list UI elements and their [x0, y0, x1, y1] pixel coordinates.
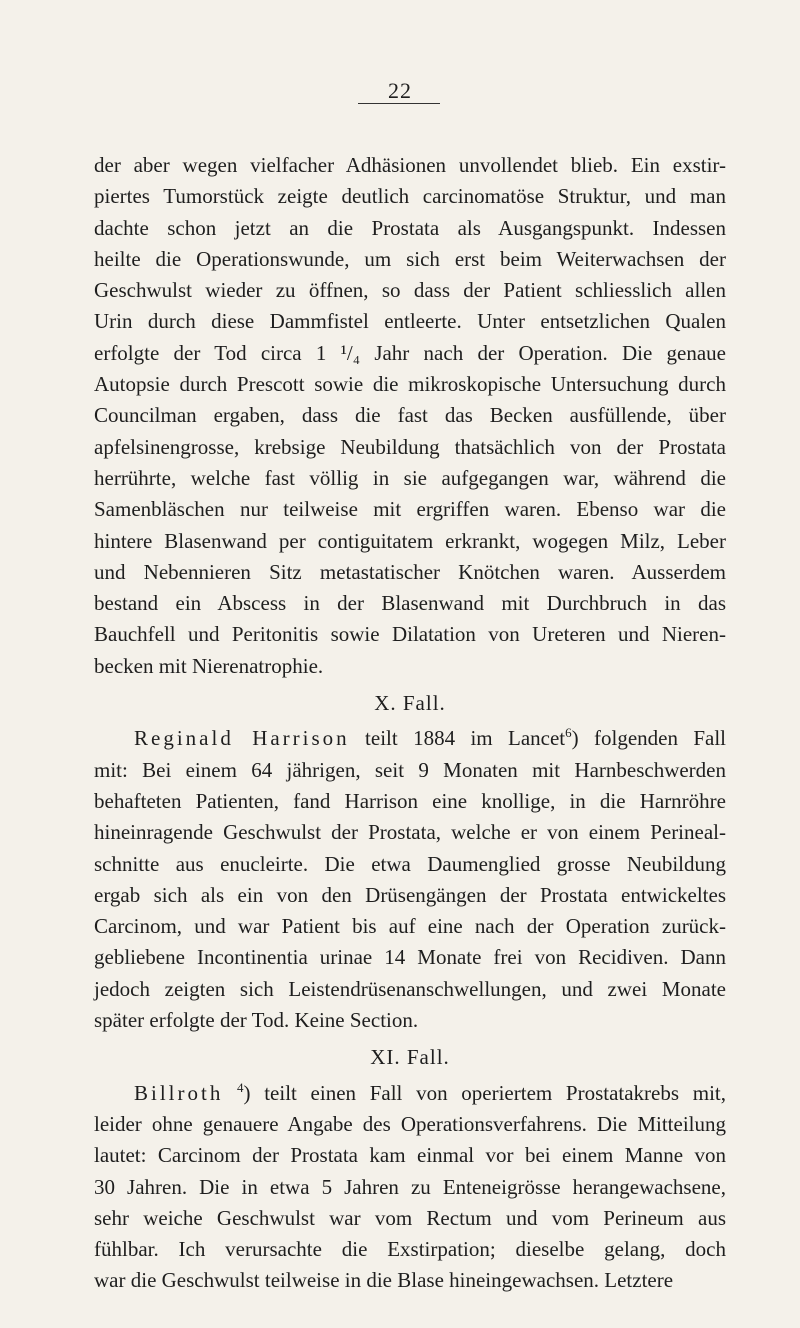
text-line: bestand ein Abscess in der Blasenwand mit Durchbruch in das: [94, 591, 726, 616]
text-line: leider ohne genauere Angabe des Operationsverfahrens. Die Mitteilung: [94, 1111, 726, 1136]
text-line: apfelsinengrosse, krebsige Neubildung thatsächlich von der Prostata: [94, 434, 726, 459]
text-line: der aber wegen vielfacher Adhäsionen unvollendet blieb. Ein exstir-: [94, 153, 726, 177]
paragraph-3: [94, 1078, 726, 1297]
text-line: becken mit Nierenatrophie.: [94, 653, 324, 678]
paragraph-1: [94, 150, 726, 682]
text-line: herrührte, welche fast völlig in sie aufgegangen war, während die: [94, 465, 726, 490]
text-line: Geschwulst wieder zu öffnen, so dass der Patient schliesslich allen: [94, 278, 726, 303]
text-fragment: ) folgenden Fall: [571, 726, 727, 751]
section-heading-x: X. Fall.: [374, 691, 446, 716]
text-line: mit: Bei einem 64 jährigen, seit 9 Monaten mit Harnbeschwerden: [94, 757, 726, 782]
text-line: später erfolgte der Tod. Keine Section.: [94, 1008, 419, 1033]
text-line: Autopsie durch Prescott sowie die mikroskopische Untersuchung durch: [94, 372, 726, 397]
text-line: Urin durch diese Dammfistel entleerte. Unter entsetzlichen Qualen: [94, 309, 726, 334]
text-line: gebliebene Incontinentia urinae 14 Monate frei von Recidiven. Dann: [94, 945, 726, 970]
author-name: Billroth: [134, 1080, 224, 1105]
text-line: behafteten Patienten, fand Harrison eine knollige, in die Harnröhre: [94, 788, 726, 813]
text-line: und Nebennieren Sitz metastatischer Knötchen waren. Ausserdem: [94, 559, 726, 584]
text-line: Carcinom, und war Patient bis auf eine nach der Operation zurück-: [94, 914, 726, 939]
footnote-ref: 4: [237, 1079, 244, 1095]
author-name: Reginald Harrison: [134, 726, 350, 751]
text-line: heilte die Operationswunde, um sich erst beim Weiterwachsen der: [94, 246, 726, 271]
text-line: Bauchfell und Peritonitis sowie Dilatation von Ureteren und Nieren-: [94, 622, 726, 647]
text-line: [94, 723, 726, 754]
text-fragment: teilt 1884 im Lancet: [349, 726, 566, 751]
page-number: 22: [388, 78, 412, 103]
text-line: schnitte aus enucleirte. Die etwa Daumenglied grosse Neubildung: [94, 851, 726, 876]
text-line: 30 Jahren. Die in etwa 5 Jahren zu Enteneigrösse herangewachsene,: [94, 1174, 726, 1199]
text-line: hineinragende Geschwulst der Prostata, welche er von einem Perineal-: [94, 820, 726, 845]
text-line: [94, 1078, 726, 1109]
text-line: piertes Tumorstück zeigte deutlich carcinomatöse Struktur, und man: [94, 184, 726, 209]
text-line: dachte schon jetzt an die Prostata als Ausgangspunkt. Indessen: [94, 215, 726, 240]
body-text: [94, 150, 726, 1297]
section-heading-xi: XI. Fall.: [370, 1045, 450, 1070]
text-line: lautet: Carcinom der Prostata kam einmal vor bei einem Manne von: [94, 1143, 726, 1168]
text-line: ergab sich als ein von den Drüsengängen der Prostata entwickeltes: [94, 882, 726, 907]
text-line: jedoch zeigten sich Leistendrüsenanschwellungen, und zwei Monate: [94, 976, 726, 1001]
text-line: fühlbar. Ich verursachte die Exstirpation; dieselbe gelang, doch: [94, 1237, 726, 1262]
text-line: Councilman ergaben, dass die fast das Becken ausfüllende, über: [94, 403, 726, 428]
text-fragment: ) teilt einen Fall von operiertem Prostatakrebs mit,: [243, 1080, 726, 1105]
footnote-ref: 6: [565, 725, 572, 741]
text-line: war die Geschwulst teilweise in die Blase hineingewachsen. Letztere: [94, 1268, 674, 1293]
text-line: sehr weiche Geschwulst war vom Rectum und vom Perineum aus: [94, 1205, 726, 1230]
paragraph-2: [94, 723, 726, 1036]
page-number-rule: [358, 103, 440, 104]
text-line: Samenbläschen nur teilweise mit ergriffen waren. Ebenso war die: [94, 497, 726, 522]
text-line: erfolgte der Tod circa 1 ¹/₄ Jahr nach der Operation. Die genaue: [94, 340, 726, 365]
text-line: hintere Blasenwand per contiguitatem erkrankt, wogegen Milz, Leber: [94, 528, 726, 553]
